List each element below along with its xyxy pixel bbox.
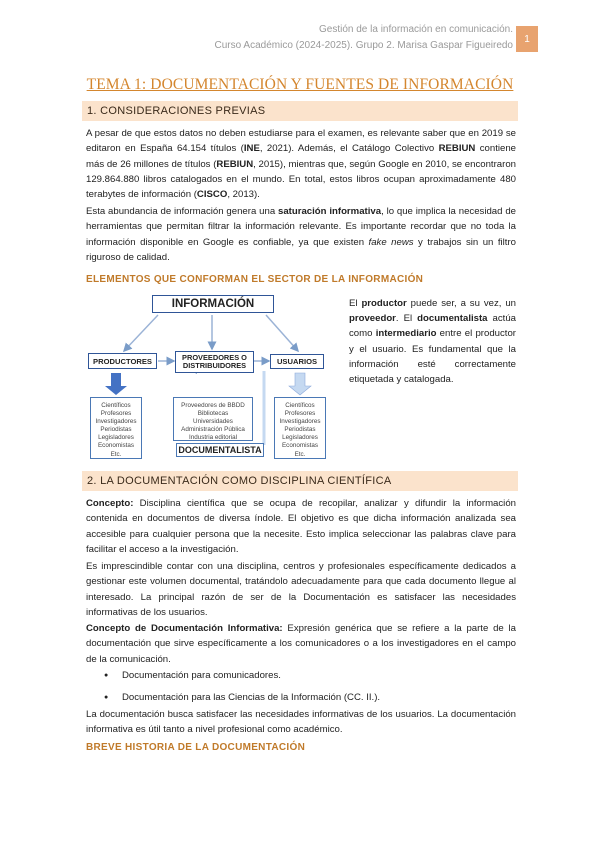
- documentation-bullet-list: [104, 668, 380, 712]
- diagram-list-item: Proveedores de BBDD: [181, 402, 245, 409]
- diagram-list-item: Administración Pública: [181, 426, 245, 434]
- bold-term: saturación informativa: [278, 206, 382, 217]
- paragraph-informative-documentation: [86, 621, 516, 667]
- bold-term: intermediario: [375, 328, 437, 340]
- diagram-list-item: Investigadores: [95, 418, 137, 426]
- arrow-info-to-producers: [124, 315, 158, 351]
- text-run: , 2015), mientras que, según Google en 2010, se encontraron 129.864.880 libros catalogados en el mundo. En total, estos libros ocupan aproximadamente 480 terabytes de información (: [86, 158, 516, 201]
- information-sector-diagram: [86, 293, 326, 460]
- diagram-list-providers: [173, 397, 253, 441]
- diagram-label-documentalist: DOCUMENTALISTA: [176, 443, 264, 457]
- bold-term: Concepto de Documentación Informativa:: [86, 623, 283, 634]
- arrow-down-users: [289, 373, 311, 395]
- text-run: A pesar de que estos datos no deben estudiarse para el examen, es relevante saber que en 2019 se editaron en España 64.154 títulos (: [86, 128, 516, 155]
- page-header: [215, 22, 513, 54]
- diagram-list-item: Universidades: [193, 418, 233, 426]
- arrow-info-to-users: [266, 315, 298, 351]
- bold-term: CISCO: [196, 189, 228, 201]
- text-run: . El: [395, 313, 418, 325]
- italic-term: fake news: [368, 236, 414, 248]
- text-run: , 2021). Además, el Catálogo Colectivo: [259, 143, 439, 155]
- bullet-item: ● Documentación para las Ciencias de la Información (CC. II.).: [104, 690, 380, 712]
- diagram-list-item: Etc.: [110, 450, 122, 458]
- diagram-list-item: Científicos: [101, 402, 131, 409]
- diagram-explanation: [349, 296, 516, 387]
- diagram-box-users: USUARIOS: [270, 354, 324, 369]
- text-run: actúa como: [349, 313, 516, 340]
- text-run: contiene más de 26 millones de títulos (: [86, 143, 516, 170]
- section-heading-2: 2. LA DOCUMENTACIÓN COMO DISCIPLINA CIENTÍFICA: [82, 471, 518, 491]
- diagram-list-item: Industria editorial: [189, 434, 237, 442]
- subheading-history: BREVE HISTORIA DE LA DOCUMENTACIÓN: [86, 742, 306, 753]
- text-run: El: [349, 298, 362, 309]
- diagram-list-item: Legisladores: [282, 434, 318, 442]
- diagram-list-item: Legisladores: [98, 434, 134, 442]
- diagram-list-item: Periodistas: [100, 426, 132, 434]
- diagram-list-item: Profesores: [100, 410, 132, 418]
- text-run: puede ser, a su vez, un: [406, 298, 516, 309]
- bold-term: productor: [361, 298, 407, 309]
- page-number: 1: [516, 26, 538, 52]
- bold-term: Concepto:: [86, 498, 134, 509]
- text-run: Expresión genérica que se refiere a la parte de la documentación que sirve específicamente a los comunicadores o a los investigadores en el campo de la comunicación.: [86, 623, 517, 665]
- diagram-box-providers: PROVEEDORES O DISTRIBUIDORES: [175, 351, 254, 373]
- diagram-list-item: Economistas: [281, 442, 319, 450]
- diagram-box-information: INFORMACIÓN: [152, 295, 274, 313]
- bold-term: documentalista: [417, 313, 488, 325]
- bold-term: REBIUN: [216, 158, 254, 170]
- header-details: Curso Académico (2024-2025). Grupo 2. Marisa Gaspar Figueiredo: [214, 40, 513, 51]
- diagram-list-item: Investigadores: [279, 418, 321, 426]
- diagram-list-item: Economistas: [97, 442, 135, 450]
- bold-term: INE: [243, 143, 260, 155]
- text-run: , lo que implica la necesidad de herramientas que permitan filtrar la información relevante. Es importante recordar que no toda la información disponible en Google es confiable, ya que existen: [86, 206, 516, 248]
- diagram-list-item: Científicos: [285, 402, 315, 409]
- diagram-box-producers: PRODUCTORES: [88, 353, 157, 369]
- text-run: Disciplina científica que se ocupa de recopilar, analizar y difundir la información contenida en documentos de diversa índole. El objetivo es que dicha información analizada sea accesible para cualquier persona que la necesite. Esto implica seleccionar las palabras clave para facilitar el acceso a la investigación.: [86, 498, 516, 555]
- diagram-list-producers: [90, 397, 142, 459]
- subheading-elements: ELEMENTOS QUE CONFORMAN EL SECTOR DE LA INFORMACIÓN: [86, 274, 424, 285]
- page-title: TEMA 1: DOCUMENTACIÓN Y FUENTES DE INFORMACIÓN: [86, 76, 514, 93]
- bold-term: proveedor: [349, 313, 396, 325]
- header-course: Gestión de la información en comunicación.: [319, 24, 513, 35]
- text-run: Es imprescindible contar con una disciplina, centros y profesionales específicamente dedicados a gestionar este volumen documental, tratándolo adecuadamente para que cada documento llegue al interesado. La principal razón de ser de la Documentación es satisfacer las necesidades informativas de los usuarios.: [86, 561, 516, 618]
- text-run: , 2013).: [227, 189, 260, 201]
- paragraph-saturation: [86, 204, 516, 265]
- section-heading-1: 1. CONSIDERACIONES PREVIAS: [82, 101, 518, 121]
- text-run: entre el productor y el usuario. Es fundamental que la información esté correctamente etiquetada y catalogada.: [349, 328, 516, 386]
- diagram-list-item: Etc.: [294, 450, 306, 458]
- paragraph-statistics: [86, 126, 516, 202]
- text-run: La documentación busca satisfacer las necesidades informativas de los usuarios. La documentación informativa es útil tanto a nivel profesional como académico.: [86, 709, 516, 736]
- text-run: y trabajos sin un filtro riguroso de calidad.: [86, 236, 516, 263]
- paragraph-discipline: [86, 559, 516, 620]
- paragraph-documentation-purpose: [86, 707, 516, 738]
- diagram-list-item: Bibliotecas: [197, 410, 229, 418]
- diagram-list-item: Profesores: [284, 410, 316, 418]
- arrow-down-producers: [105, 373, 127, 395]
- diagram-list-users: [274, 397, 326, 459]
- bold-term: REBIUN: [438, 143, 476, 155]
- bullet-item: ● Documentación para comunicadores.: [104, 668, 380, 690]
- paragraph-concept: [86, 496, 516, 557]
- diagram-list-item: Periodistas: [284, 426, 316, 434]
- text-run: Esta abundancia de información genera una: [86, 206, 278, 217]
